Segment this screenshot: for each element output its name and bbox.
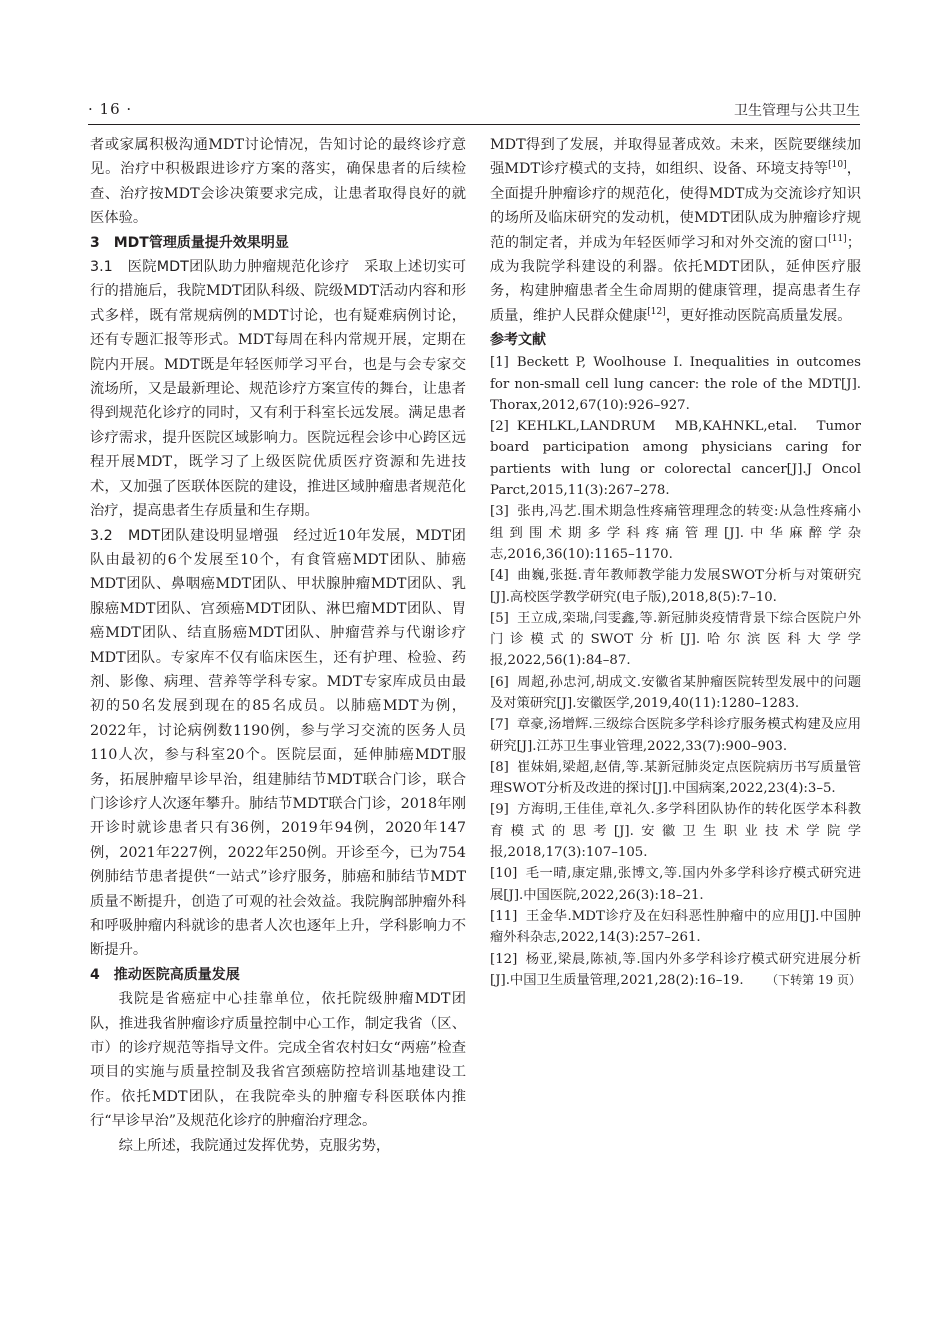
continued-note: （下转第 19 页） [766,972,861,987]
reference-text: 方海明,王佳佳,章礼久.多学科团队协作的转化医学本科教育模式的思考[J].安徽卫生职业技术学院学报,2018,17(3):107–105. [490,802,861,861]
reference-item [490,501,861,565]
reference-text: KEHLKL,LANDRUM MB,KAHNKL,etal. Tumor board participation among physicians caring for partients with lung or colorectal cancer[J].J Oncol Parct,2015,11(3):267–278. [490,419,861,499]
citation-12: [12] [647,307,666,318]
reference-number: [3] [490,504,509,520]
reference-number: [7] [490,717,509,733]
reference-item [490,906,861,949]
reference-number: [1] [490,355,509,371]
reference-text: 周超,孙忠河,胡成文.安徽省某肿瘤医院转型发展中的问题及对策研究[J].安徽医学,2019,40(11):1280–1283. [490,674,861,711]
reference-number: [6] [490,674,509,690]
reference-item [490,416,861,501]
references-heading: 参考文献 [490,332,546,349]
reference-item [490,714,861,757]
reference-text: 杨亚,梁晨,陈祯,等.国内外多学科诊疗模式研究进展分析[J].中国卫生质量管理,2021,28(2):16–19. [490,951,861,988]
section-4-heading: 4 推动医院高质量发展 [90,966,240,983]
intro-paragraph: 者或家属积极沟通MDT讨论情况，告知讨论的最终诊疗意见。治疗中积极跟进诊疗方案的落实，确保患者的后续检查、治疗按MDT会诊决策要求完成，让患者取得良好的就医体验。 [90,137,466,227]
reference-text: 崔妹娟,梁超,赵倩,等.某新冠肺炎定点医院病历书写质量管理SWOT分析及改进的探讨[J].中国病案,2022,23(4):3–5. [490,759,861,797]
header-rule [88,124,860,125]
section-3-1-body: 采取上述切实可行的措施后，我院MDT团队科级、院级MDT活动内容和形式多样，既有常规病例的MDT讨论，也有疑难病例讨论，还有专题汇报等形式。MDT每周在科内常规开展，定期在院内开展。MDT既是年轻医师学习平台，也是与会专家交流场所，又是最新理论、规范诊疗方案宣传的舞台，让患者得到规范化诊疗的同时，又有利于科室长远发展。满足患者诊疗需求，提升医院区域影响力。医院远程会诊中心跨区远程开展MDT，既学习了上级医院优质医疗资源和先进技术，又加强了医联体医院的建设，推进区域肿瘤患者规范化治疗，提高患者生存质量和生存期。 [90,259,466,520]
conclusion-paragraph [490,133,861,328]
section-3-2-paragraph [90,524,466,963]
reference-text: 曲巍,张挺.青年教师教学能力发展SWOT分析与对策研究[J].高校医学教学研究(电子版),2018,8(5):7–10. [490,568,861,605]
reference-item [490,757,861,800]
reference-item [490,863,861,906]
conclusion-text-b: ，全面提升肿瘤诊疗的规范化，使得MDT成为交流诊疗知识的场所及临床研究的发动机，使MDT团队成为肿瘤诊疗规范的制定者，并成为年轻医师学习和对外交流的窗口 [490,161,862,251]
right-column [490,133,861,991]
reference-number: [12] [490,951,518,967]
reference-item [490,352,861,416]
section-4-paragraph-1: 我院是省癌症中心挂靠单位，依托院级肿瘤MDT团队，推进我省肿瘤诊疗质量控制中心工作，制定我省（区、市）的诊疗规范等指导文件。完成全省农村妇女“两癌”检查项目的实施与质量控制及我省宫颈癌防控培训基地建设工作。依托MDT团队，在我院牵头的肿瘤专科医联体内推行“早诊早治”及规范化诊疗的肿瘤治疗理念。 [90,991,466,1130]
reference-text: 王金华.MDT诊疗及在妇科恶性肿瘤中的应用[J].中国肿瘤外科杂志,2022,14(3):257–261. [490,908,861,946]
reference-number: [9] [490,802,509,818]
reference-item [490,608,861,672]
reference-text: 章豪,汤增辉.三级综合医院多学科诊疗服务模式构建及应用研究[J].江苏卫生事业管理,2022,33(7):900–903. [490,717,861,754]
reference-item [490,672,861,715]
reference-number: [10] [490,866,518,882]
reference-number: [4] [490,568,509,584]
left-column [90,133,466,1158]
reference-number: [2] [490,419,509,435]
reference-item [490,949,861,992]
reference-item [490,565,861,608]
conclusion-text-c: ；成为我院学科建设的利器。依托MDT团队，延伸医疗服务，构建肿瘤患者全生命周期的健康管理，提高患者生存质量，维护人民群众健康 [490,234,861,324]
section-4-paragraph-2: 综上所述，我院通过发挥优势，克服劣势， [118,1137,391,1154]
section-3-2-body: 经过近10年发展，MDT团队由最初的6个发展至10个，有食管癌MDT团队、肺癌MDT团队、鼻咽癌MDT团队、甲状腺肿瘤MDT团队、乳腺癌MDT团队、宫颈癌MDT团队、淋巴瘤MDT团队、胃癌MDT团队、结直肠癌MDT团队、肿瘤营养与代谢诊疗MDT团队。专家库不仅有临床医生，还有护理、检验、药剂、影像、病理、营养等学科专家。MDT专家库成员由最初的50名发展到现在的85名成员。以肺癌MDT为例，2022年，讨论病例数1190例，参与学习交流的医务人员110人次，参与科室20个。医院层面，延伸肺癌MDT服务，拓展肿瘤早诊早治，组建肺结节MDT联合门诊，联合门诊诊疗人次逐年攀升。肺结节MDT联合门诊，2018年刚开诊时就诊患者只有36例，2019年94例，2020年147例，2021年227例，2022年250例。开诊至今，已为754例肺结节患者提供“一站式”诊疗服务，肺癌和肺结节MDT质量不断提升，创造了可观的社会效益。我院胸部肿瘤外科和呼吸肿瘤内科就诊的患者人次也逐年上升，学科影响力不断提升。 [90,527,466,959]
section-3-1-title: 3.1 医院MDT团队助力肿瘤规范化诊疗 [90,259,350,276]
reference-text: 毛一晴,康定鼎,张博文,等.国内外多学科诊疗模式研究进展[J].中国医院,2022,26(3):18–21. [490,866,861,903]
journal-name: 卫生管理与公共卫生 [734,103,860,119]
conclusion-text-a: MDT得到了发展，并取得显著成效。未来，医院要继续加强MDT诊疗模式的支持，如组织、设备、环境支持等 [490,137,861,178]
section-3-1-paragraph [90,255,466,523]
reference-number: [8] [490,759,509,775]
citation-11: [11] [828,233,847,244]
reference-number: [11] [490,908,518,924]
citation-10: [10] [828,160,847,171]
references-list [490,352,861,991]
reference-number: [5] [490,610,509,626]
reference-item [490,799,861,863]
page-number: · 16 · [88,100,133,118]
reference-text: 张冉,冯艺.围术期急性疼痛管理理念的转变:从急性疼痛小组到围术期多学科疼痛管理[J].中华麻醉学杂志,2016,36(10):1165–1170. [490,504,861,562]
section-3-heading: 3 MDT管理质量提升效果明显 [90,234,289,251]
conclusion-text-d: ，更好推动医院高质量发展。 [665,307,852,324]
section-3-2-title: 3.2 MDT团队建设明显增强 [90,527,279,544]
reference-text: 王立成,栾瑞,闫雯鑫,等.新冠肺炎疫情背景下综合医院户外门诊模式的SWOT分析[J].哈尔滨医科大学学报,2022,56(1):84–87. [490,610,861,669]
reference-text: Beckett P, Woolhouse I. Inequalities in outcomes for non-small cell lung cancer: the role of the MDT[J]. Thorax,2012,67(10):926–927. [490,355,861,413]
